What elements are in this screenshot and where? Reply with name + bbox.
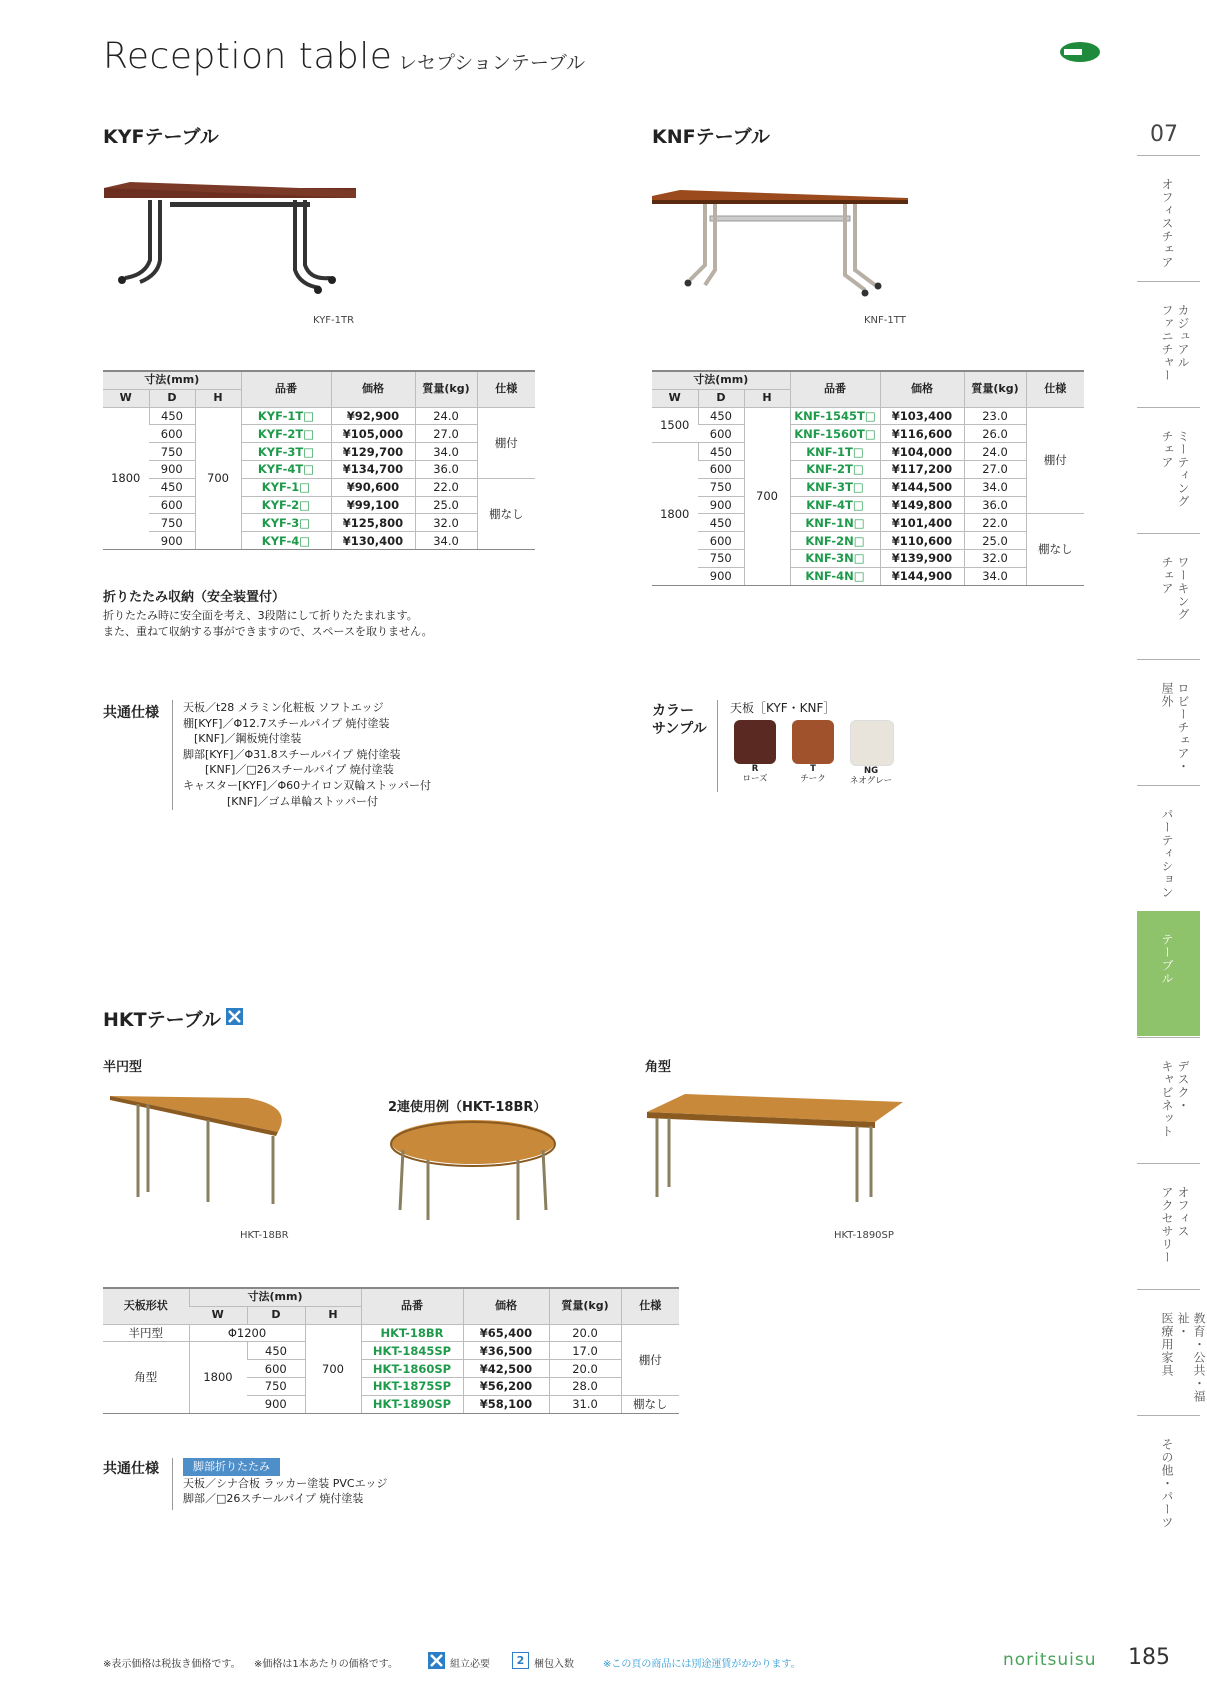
half-round-label: 半円型: [103, 1060, 143, 1075]
cell-code: KYF-1□: [241, 478, 331, 496]
table-row: [103, 407, 535, 425]
cell-code: KNF-4N□: [790, 567, 880, 585]
swatch-teak: [788, 720, 838, 786]
table-row: [103, 425, 535, 443]
cell-d: 750: [149, 443, 195, 461]
kyf-spec-table: [103, 370, 535, 550]
header-mass: 質量(kg): [415, 371, 477, 407]
fold-description: [103, 608, 433, 640]
table-row: [103, 478, 535, 496]
cell-mass: 32.0: [415, 514, 477, 532]
side-tab-line: ロビーチェア・: [1176, 682, 1190, 773]
cell-d: 900: [149, 460, 195, 478]
cell-price: ¥104,000: [880, 443, 964, 461]
cell-d: 600: [149, 496, 195, 514]
side-tab-label: [1159, 1186, 1191, 1264]
header-mass: 質量(kg): [964, 371, 1026, 407]
swatch-name: チーク: [800, 774, 826, 784]
side-tab-line: オフィスチェア: [1160, 178, 1174, 269]
spec-line: 脚部[KYF]／Φ31.8スチールパイプ 焼付塗装: [183, 747, 401, 761]
cell-price: ¥56,200: [463, 1377, 549, 1395]
cell-price: ¥90,600: [331, 478, 415, 496]
pack-count-icon: 2: [512, 1652, 529, 1669]
cell-mass: 36.0: [415, 460, 477, 478]
cell-price: ¥65,400: [463, 1324, 549, 1342]
common-spec-label: 共通仕様: [103, 705, 159, 721]
cell-d: 900: [698, 496, 744, 514]
cell-d: 450: [149, 407, 195, 425]
side-tab-5[interactable]: [1137, 785, 1200, 911]
cell-price: ¥130,400: [331, 532, 415, 550]
cell-mass: 20.0: [549, 1360, 621, 1378]
footer-pack: 梱包入数: [534, 1659, 574, 1670]
footer-shipping: ※この頁の商品には別途運賃がかかります。: [603, 1659, 801, 1670]
cell-price: ¥144,900: [880, 567, 964, 585]
cell-code: HKT-1845SP: [361, 1342, 463, 1360]
cell-d: 450: [698, 514, 744, 532]
hkt-spec-table: [103, 1287, 679, 1414]
cell-d: 750: [698, 478, 744, 496]
cell-code: KYF-1T□: [241, 407, 331, 425]
header-code: 品番: [361, 1288, 463, 1324]
header-price: 価格: [880, 371, 964, 407]
swatch-neogray-chip: [850, 720, 894, 766]
kyf-photo-caption: KYF-1TR: [313, 315, 355, 326]
hkt-pair-photo: [388, 1120, 558, 1230]
swatch-code: R: [751, 764, 759, 774]
assembly-required-icon: [428, 1652, 445, 1669]
cell-h: 700: [305, 1324, 361, 1413]
spec-line: 棚[KYF]／Φ12.7スチールパイプ 焼付塗装: [183, 716, 390, 730]
side-tab-line: 教育・公共・福祉・: [1176, 1312, 1206, 1403]
cell-mass: 28.0: [549, 1377, 621, 1395]
header-h: H: [744, 389, 790, 407]
color-label-line: カラー: [652, 703, 694, 719]
side-tab-label: [1159, 178, 1175, 269]
cell-h: 700: [744, 407, 790, 585]
side-tab-line: ワーキング: [1176, 556, 1190, 621]
cell-w: 1500: [652, 407, 698, 443]
cell-price: ¥36,500: [463, 1342, 549, 1360]
header-w: W: [652, 389, 698, 407]
color-sample-label: [652, 702, 707, 738]
table-row: [652, 460, 1084, 478]
cell-mass: 25.0: [964, 532, 1026, 550]
brand-name: noritsuisu: [1003, 1650, 1097, 1670]
side-tab-3[interactable]: [1137, 533, 1200, 659]
cell-mass: 22.0: [964, 514, 1026, 532]
side-tab-label: [1159, 430, 1191, 508]
cell-mass: 34.0: [415, 532, 477, 550]
cell-spec: 棚付: [1026, 407, 1084, 514]
cell-d: 450: [698, 407, 744, 425]
cell-code: KYF-4T□: [241, 460, 331, 478]
side-tab-2[interactable]: [1137, 407, 1200, 533]
header-spec: 仕様: [477, 371, 535, 407]
table-row: [652, 532, 1084, 550]
cell-price: ¥58,100: [463, 1395, 549, 1413]
cell-mass: 20.0: [549, 1324, 621, 1342]
cell-code: KNF-4T□: [790, 496, 880, 514]
cell-price: ¥99,100: [331, 496, 415, 514]
common-spec-lines-2: [172, 1458, 387, 1510]
cell-d: 900: [698, 567, 744, 585]
swatch-code: T: [810, 764, 816, 774]
side-tab-label: [1159, 1312, 1207, 1415]
side-tab-0[interactable]: [1137, 155, 1200, 281]
footer-assembly: 組立必要: [450, 1659, 490, 1670]
cell-d: 450: [149, 478, 195, 496]
cell-mass: 23.0: [964, 407, 1026, 425]
cell-price: ¥149,800: [880, 496, 964, 514]
table-row: [652, 549, 1084, 567]
header-price: 価格: [331, 371, 415, 407]
spec-line: [KNF]／鋼板焼付塗装: [183, 732, 302, 746]
side-tab-1[interactable]: [1137, 281, 1200, 407]
table-row: [103, 460, 535, 478]
cell-mass: 31.0: [549, 1395, 621, 1413]
cell-mass: 34.0: [964, 567, 1026, 585]
cell-price: ¥125,800: [331, 514, 415, 532]
table-row: [652, 425, 1084, 443]
cell-price: ¥144,500: [880, 478, 964, 496]
swatch-name: ネオグレー: [849, 776, 893, 786]
table-row: [652, 478, 1084, 496]
cell-code: HKT-1875SP: [361, 1377, 463, 1395]
cell-code: KNF-3T□: [790, 478, 880, 496]
cell-mass: 24.0: [415, 407, 477, 425]
header-dims: 寸法(mm): [189, 1288, 361, 1306]
cell-h: 700: [195, 407, 241, 549]
table-row: [652, 496, 1084, 514]
side-tab-line: チェア: [1160, 430, 1174, 469]
hkt-rect-photo: [645, 1092, 905, 1207]
table-row: [103, 443, 535, 461]
cell-shape: 角型: [103, 1342, 189, 1413]
table-row: [652, 514, 1084, 532]
table-row: [103, 1324, 679, 1342]
cell-code: HKT-18BR: [361, 1324, 463, 1342]
header-d: D: [247, 1306, 305, 1324]
table-row: [103, 1342, 679, 1360]
cell-mass: 34.0: [415, 443, 477, 461]
spec-line: [KNF]／ゴム単輪ストッパー付: [183, 794, 379, 808]
cell-mass: 27.0: [964, 460, 1026, 478]
side-tab-4[interactable]: [1137, 659, 1200, 785]
cell-mass: 22.0: [415, 478, 477, 496]
spec-line: キャスター[KYF]／Φ60ナイロン双輪ストッパー付: [183, 778, 432, 792]
rect-label: 角型: [645, 1060, 672, 1075]
cell-w: 1800: [652, 443, 698, 585]
side-tab-line: パーティション: [1160, 808, 1174, 899]
side-tab-label: [1159, 1438, 1175, 1529]
table-row: [103, 496, 535, 514]
side-tab-line: キャビネット: [1160, 1060, 1174, 1138]
cell-code: KNF-2N□: [790, 532, 880, 550]
cell-d: 450: [698, 443, 744, 461]
table-row: [103, 514, 535, 532]
side-tab-label: [1159, 304, 1191, 382]
cell-d: 600: [698, 532, 744, 550]
side-tab-9[interactable]: [1137, 1289, 1206, 1415]
header-d: D: [698, 389, 744, 407]
side-tab-10[interactable]: [1137, 1415, 1200, 1541]
cell-mass: 32.0: [964, 549, 1026, 567]
kyf-title: KYFテーブル: [103, 126, 219, 148]
cell-spec: 棚付: [477, 407, 535, 478]
spec-line: [KNF]／□26スチールパイプ 焼付塗装: [183, 763, 394, 777]
cell-code: KNF-2T□: [790, 460, 880, 478]
hkt-rect-caption: HKT-1890SP: [834, 1230, 894, 1241]
hkt-title: HKTテーブル: [103, 1009, 221, 1031]
swatch-neogray: [846, 720, 896, 786]
cell-price: ¥129,700: [331, 443, 415, 461]
side-tab-line: チェア: [1160, 556, 1174, 595]
cell-d: 750: [149, 514, 195, 532]
cell-code: KYF-4□: [241, 532, 331, 550]
cell-mass: 27.0: [415, 425, 477, 443]
cell-price: ¥110,600: [880, 532, 964, 550]
header-d: D: [149, 389, 195, 407]
color-sample-box: [717, 700, 900, 792]
side-tab-line: ミーティング: [1176, 430, 1190, 508]
folding-legs-tag: 脚部折りたたみ: [183, 1458, 280, 1476]
cell-mass: 34.0: [964, 478, 1026, 496]
common-spec-label-2: 共通仕様: [103, 1461, 159, 1477]
cell-price: ¥117,200: [880, 460, 964, 478]
side-tab-line: オフィス: [1176, 1186, 1190, 1238]
cell-price: ¥105,000: [331, 425, 415, 443]
cell-code: KNF-1545T□: [790, 407, 880, 425]
header-h: H: [195, 389, 241, 407]
side-tab-line: その他・パーツ: [1160, 1438, 1174, 1529]
table-row: [652, 443, 1084, 461]
knf-spec-table: [652, 370, 1084, 586]
cell-spec: 棚なし: [477, 478, 535, 549]
cell-code: KNF-1N□: [790, 514, 880, 532]
header-mass: 質量(kg): [549, 1288, 621, 1324]
page-title-ja: レセプションテーブル: [398, 52, 586, 74]
spec-line: 天板／シナ合板 ラッカー塗装 PVCエッジ: [183, 1476, 388, 1490]
cell-code: HKT-1890SP: [361, 1395, 463, 1413]
cell-d: 600: [698, 425, 744, 443]
page-title-en: Reception table: [103, 36, 393, 77]
cell-code: KNF-1T□: [790, 443, 880, 461]
cell-d: 600: [149, 425, 195, 443]
cell-mass: 24.0: [964, 443, 1026, 461]
cell-spec: 棚なし: [1026, 514, 1084, 585]
side-tab-8[interactable]: [1137, 1163, 1200, 1289]
table-row: [652, 567, 1084, 585]
side-tab-line: ファニチャー: [1160, 304, 1174, 382]
side-tab-line: テーブル: [1160, 933, 1174, 985]
chapter-number: 07: [1150, 122, 1178, 147]
hkt-half-photo: [108, 1092, 293, 1212]
cell-d: 750: [698, 549, 744, 567]
pair-example-label: 2連使用例（HKT-18BR）: [388, 1100, 547, 1115]
side-tab-6[interactable]: [1137, 911, 1200, 1036]
cell-code: HKT-1860SP: [361, 1360, 463, 1378]
cell-code: KYF-2T□: [241, 425, 331, 443]
header-spec: 仕様: [621, 1288, 679, 1324]
cell-d: 750: [247, 1377, 305, 1395]
side-tab-label: [1159, 933, 1175, 985]
side-tab-7[interactable]: [1137, 1037, 1200, 1163]
side-tab-line: アクセサリー: [1160, 1186, 1174, 1264]
cell-d: 900: [247, 1395, 305, 1413]
header-dims: 寸法(mm): [652, 371, 790, 389]
cell-code: KYF-2□: [241, 496, 331, 514]
side-tab-label: [1159, 1060, 1191, 1138]
cell-spec: 棚なし: [621, 1395, 679, 1413]
cell-code: KYF-3□: [241, 514, 331, 532]
cell-price: ¥116,600: [880, 425, 964, 443]
header-shape: 天板形状: [103, 1288, 189, 1324]
table-row: [103, 532, 535, 550]
header-price: 価格: [463, 1288, 549, 1324]
header-h: H: [305, 1306, 361, 1324]
fold-title: 折りたたみ収納（安全装置付）: [103, 590, 286, 605]
header-code: 品番: [790, 371, 880, 407]
fold-line: また、重ねて収納する事ができますので、スペースを取りません。: [103, 625, 433, 638]
cell-mass: 25.0: [415, 496, 477, 514]
spec-line: 脚部／□26スチールパイプ 焼付塗装: [183, 1492, 364, 1506]
kyf-photo: [100, 180, 365, 300]
cell-d: 600: [698, 460, 744, 478]
header-w: W: [189, 1306, 247, 1324]
side-tab-line: デスク・: [1176, 1060, 1190, 1112]
cell-d: 450: [247, 1342, 305, 1360]
cell-d: 900: [149, 532, 195, 550]
side-tab-label: [1159, 682, 1191, 773]
cell-wd: Φ1200: [189, 1324, 305, 1342]
color-label-line: サンプル: [652, 721, 707, 737]
cell-mass: 36.0: [964, 496, 1026, 514]
side-tab-label: [1159, 556, 1191, 621]
cell-price: ¥103,400: [880, 407, 964, 425]
footer-note-tax: ※表示価格は税抜き価格です。: [103, 1659, 241, 1670]
cell-price: ¥134,700: [331, 460, 415, 478]
cell-code: KNF-3N□: [790, 549, 880, 567]
table-row: [652, 407, 1084, 425]
knf-photo: [650, 190, 915, 300]
color-top-label: 天板［KYF・KNF］: [730, 701, 836, 715]
cell-spec: 棚付: [621, 1324, 679, 1395]
knf-photo-caption: KNF-1TT: [864, 315, 906, 326]
cell-price: ¥42,500: [463, 1360, 549, 1378]
side-tab-line: 屋外: [1160, 682, 1174, 708]
cell-price: ¥101,400: [880, 514, 964, 532]
footer-note-unit: ※価格は1本あたりの価格です。: [254, 1659, 398, 1670]
swatch-rose-chip: [734, 720, 776, 764]
swatch-teak-chip: [792, 720, 834, 764]
cell-shape: 半円型: [103, 1324, 189, 1342]
side-tab-line: 医療用家具: [1160, 1312, 1174, 1377]
swatch-name: ローズ: [742, 774, 768, 784]
assembly-icon: [226, 1008, 243, 1025]
cell-code: KNF-1560T□: [790, 425, 880, 443]
cell-w: 1800: [189, 1342, 247, 1413]
header-code: 品番: [241, 371, 331, 407]
cell-mass: 26.0: [964, 425, 1026, 443]
swatch-code: NG: [863, 766, 879, 776]
spec-line: 天板／t28 メラミン化粧板 ソフトエッジ: [183, 701, 384, 714]
cell-d: 600: [247, 1360, 305, 1378]
swatch-rose: [730, 720, 780, 786]
hkt-half-caption: HKT-18BR: [240, 1230, 289, 1241]
common-spec-lines: [172, 700, 431, 810]
cell-w: 1800: [103, 407, 149, 549]
cell-mass: 17.0: [549, 1342, 621, 1360]
side-tab-label: [1159, 808, 1175, 899]
knf-title: KNFテーブル: [652, 126, 770, 148]
cell-price: ¥139,900: [880, 549, 964, 567]
header-spec: 仕様: [1026, 371, 1084, 407]
header-dims: 寸法(mm): [103, 371, 241, 389]
brand-logo-icon: [1058, 40, 1102, 64]
page-number: 185: [1128, 1645, 1170, 1670]
fold-line: 折りたたみ時に安全面を考え、3段階にして折りたたまれます。: [103, 609, 418, 622]
side-tab-line: カジュアル: [1176, 304, 1190, 369]
cell-code: KYF-3T□: [241, 443, 331, 461]
cell-price: ¥92,900: [331, 407, 415, 425]
header-w: W: [103, 389, 149, 407]
